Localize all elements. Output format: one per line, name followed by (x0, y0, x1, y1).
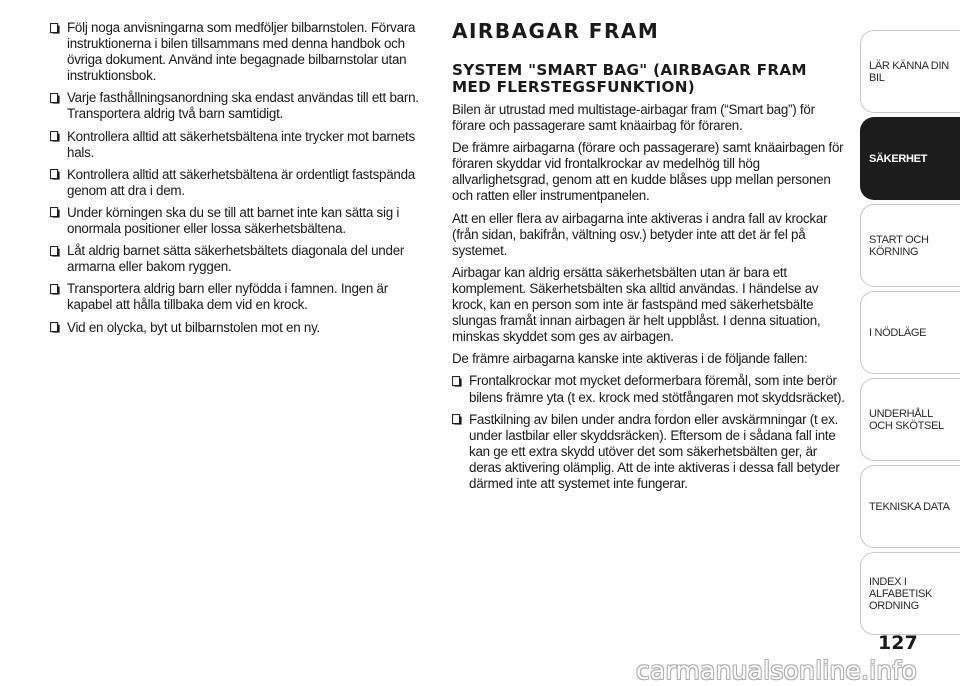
list-item: Varje fasthållningsanordning ska endast användas till ett barn. Transportera aldrig två barn samtidigt. (50, 90, 435, 122)
checkbox-bullet-icon (50, 283, 60, 295)
page-number: 127 (878, 632, 918, 654)
tab-start-och-korning[interactable]: START OCH KÖRNING (860, 204, 960, 287)
list-item: Under körningen ska du se till att barnet inte kan sätta sig i onormala positioner eller lossa säkerhetsbältena. (50, 205, 435, 237)
paragraph: De främre airbagarna kanske inte aktiveras i de följande fallen: (452, 351, 808, 367)
subsection-heading: SYSTEM "SMART BAG" (AIRBAGAR FRAM MED FLERSTEGSFUNKTION) (452, 61, 807, 96)
watermark: carmanualsonline.info (636, 656, 917, 685)
checkbox-bullet-icon (50, 131, 60, 143)
list-item: Följ noga anvisningarna som medföljer bilbarnstolen. Förvara instruktionerna i bilen tillsammans med denna handbok och övriga dokument. Använd inte begagnade bilbarnstolar utan instruktionsbok. (50, 20, 435, 84)
paragraph: Bilen är utrustad med multistage-airbagar fram (“Smart bag”) för förare och passagerare samt knäairbag för föraren. (452, 102, 815, 134)
tab-sakerhet[interactable]: SÄKERHET (860, 117, 960, 200)
list-item: Transportera aldrig barn eller nyfödda i famnen. Ingen är kapabel att hålla tillbaka dem vid en krock. (50, 281, 435, 313)
list-item: Frontalkrockar mot mycket deformerbara föremål, som inte berör bilens främre yta (t ex. krock med stötfångaren mot skyddsräcket). (452, 373, 848, 405)
chapter-tab-sidebar (860, 30, 960, 639)
paragraph: Att en eller flera av airbagarna inte aktiveras i andra fall av krockar (från sidan, bakifrån, vältning osv.) betyder inte att det är fel på systemet. (452, 210, 828, 258)
list-item: Kontrollera alltid att säkerhetsbältena är ordentligt fastspända genom att dra i dem. (50, 167, 435, 199)
list-item: Kontrollera alltid att säkerhetsbältena inte trycker mot barnets hals. (50, 129, 435, 161)
checkbox-bullet-icon (50, 245, 60, 257)
checkbox-bullet-icon (452, 414, 462, 426)
right-column (452, 20, 848, 498)
tab-index-i-alfabetisk-ordning[interactable]: INDEX I ALFABETISK ORDNING (860, 552, 960, 635)
list-item: Fastkilning av bilen under andra fordon eller avskärmningar (t ex. under lastbilar eller skyddsräcken). Eftersom de i sådana fall inte kan ge ett extra skydd utöver det som säkerhetsbälten ger, är deras aktivering olämplig. Att de inte aktiveras i dessa fall betyder därmed inte att systemet inte fungerar. (452, 412, 848, 492)
tab-lar-kanna-din-bil[interactable]: LÄR KÄNNA DIN BIL (860, 30, 960, 113)
checkbox-bullet-icon (452, 375, 462, 387)
tab-tekniska-data[interactable]: TEKNISKA DATA (860, 465, 960, 548)
checkbox-bullet-icon (50, 92, 60, 104)
paragraph: Airbagar kan aldrig ersätta säkerhetsbälten utan är bara ett komplement. Säkerhetsbälten ska alltid användas. I händelse av krock, kan en person som inte är fastspänd med säkerhetsbälte slungas framåt innan airbagen är helt uppblåst. I denna situation, minskas skyddet som ges av airbagen. (452, 264, 821, 345)
checkbox-bullet-icon (50, 322, 60, 334)
left-column (50, 20, 435, 342)
list-item: Vid en olycka, byt ut bilbarnstolen mot en ny. (50, 320, 435, 336)
checkbox-bullet-icon (50, 207, 60, 219)
tab-i-nodlage[interactable]: I NÖDLÄGE (860, 291, 960, 374)
tab-underhall-och-skotsel[interactable]: UNDERHÅLL OCH SKÖTSEL (860, 378, 960, 461)
section-heading: AIRBAGAR FRAM (452, 19, 660, 43)
checkbox-bullet-icon (50, 22, 60, 34)
list-item: Låt aldrig barnet sätta säkerhetsbältets diagonala del under armarna eller bakom ryggen. (50, 243, 435, 275)
checkbox-bullet-icon (50, 169, 60, 181)
paragraph: De främre airbagarna (förare och passagerare) samt knäairbagen för föraren skyddar vid frontalkrockar av medelhög till hög allvarlighetsgrad, genom att en kudde blåses upp mellan personen och ratten eller instrumentpanelen. (452, 140, 844, 204)
